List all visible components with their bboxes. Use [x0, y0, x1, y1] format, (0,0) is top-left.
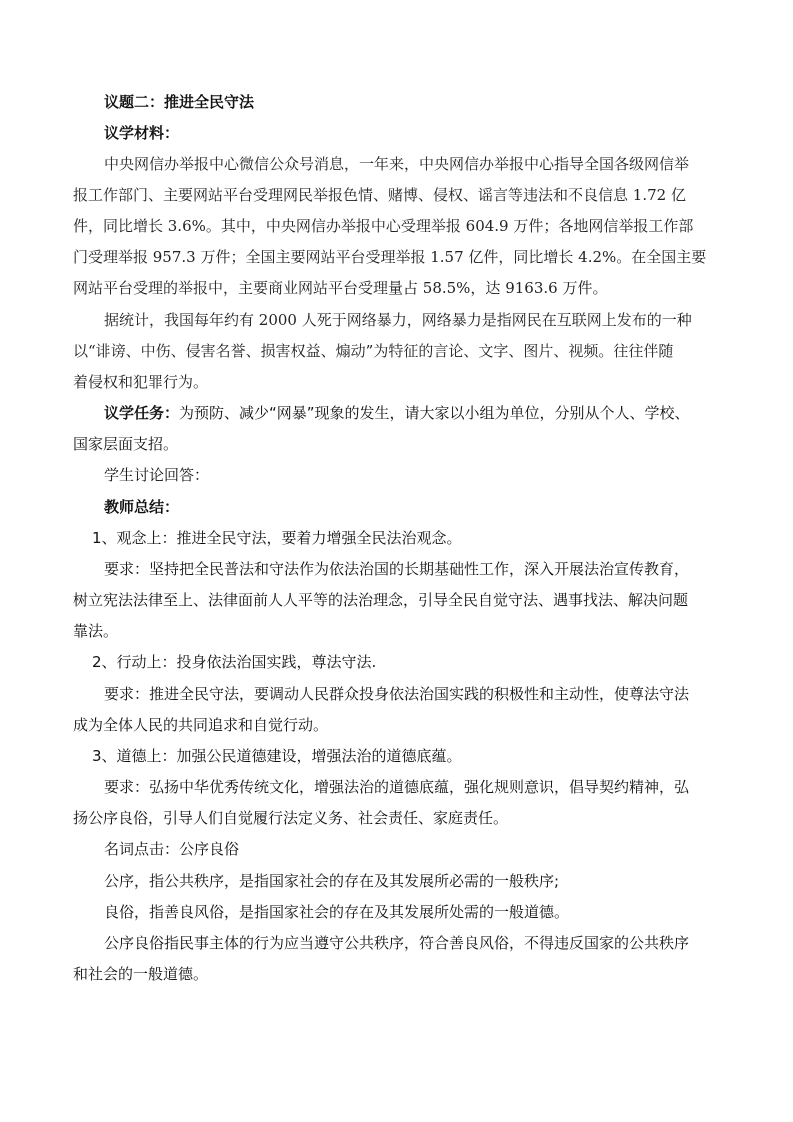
task-line: [104, 403, 690, 423]
summary-point-3: 3、道德上：加强公民道德建设，增强法治的道德底蕴。: [92, 747, 462, 765]
discussion-prompt: 学生讨论回答：: [104, 466, 210, 484]
paragraph-line: 以“诽谤、中伤、侵害名誉、损害权益、煽动”为特征的言论、文字、图片、视频。往往伴随: [73, 342, 674, 360]
task-label: 议学任务：: [104, 404, 180, 422]
paragraph-line: 网站平台受理的举报中，主要商业网站平台受理量占 58.5%，达 9163.6 万件。: [73, 279, 608, 297]
material-label: 议学材料：: [104, 124, 180, 142]
paragraph-line: 据统计，我国每年约有 2000 人死于网络暴力，网络暴力是指网民在互联网上发布的一种: [104, 311, 692, 329]
paragraph-line: 要求：弘扬中华优秀传统文化，增强法治的道德底蕴，强化规则意识，倡导契约精神，弘: [104, 778, 690, 796]
paragraph-line: 中央网信办举报中心微信公众号消息，一年来，中央网信办举报中心指导全国各级网信举: [104, 155, 690, 173]
paragraph-line: 成为全体人民的共同追求和自觉行动。: [73, 716, 329, 734]
summary-label: 教师总结：: [104, 498, 180, 516]
term-definition-1: 公序，指公共秩序，是指国家社会的存在及其发展所必需的一般秩序;: [104, 872, 560, 890]
topic-title: 议题二：推进全民守法: [104, 93, 255, 111]
term-definition-2: 良俗，指善良风俗，是指国家社会的存在及其发展所处需的一般道德。: [104, 903, 570, 921]
paragraph-line: 着侵权和犯罪行为。: [73, 373, 209, 391]
paragraph-line: 扬公序良俗，引导人们自觉履行法定义务、社会责任、家庭责任。: [73, 809, 509, 827]
summary-point-1: 1、观念上：推进全民守法，要着力增强全民法治观念。: [92, 529, 462, 547]
paragraph-line: 门受理举报 957.3 万件；全国主要网站平台受理举报 1.57 亿件，同比增长 4.2%。在全国主要: [73, 248, 707, 266]
task-line: 国家层面支招。: [73, 435, 179, 453]
paragraph-line: 树立宪法法律至上、法律面前人人平等的法治理念，引导全民自觉守法、遇事找法、解决问题: [73, 591, 689, 609]
paragraph-line: 和社会的一般道德。: [73, 965, 209, 983]
paragraph-line: 要求：坚持把全民普法和守法作为依法治国的长期基础性工作，深入开展法治宣传教育，: [104, 560, 690, 578]
paragraph-line: 公序良俗指民事主体的行为应当遵守公共秩序，符合善良风俗，不得违反国家的公共秩序: [104, 934, 690, 952]
summary-point-2: 2、行动上：投身依法治国实践，尊法守法.: [92, 653, 377, 671]
term-title: 名词点击：公序良俗: [104, 840, 240, 858]
task-text: 为预防、减少“网暴”现象的发生，请大家以小组为单位，分别从个人、学校、: [179, 404, 690, 422]
paragraph-line: 靠法。: [73, 622, 119, 640]
paragraph-line: 报工作部门、主要网站平台受理网民举报色情、赌博、侵权、谣言等违法和不良信息 1.72 亿: [73, 186, 686, 204]
paragraph-line: 要求：推进全民守法，要调动人民群众投身依法治国实践的积极性和主动性，使尊法守法: [104, 685, 690, 703]
paragraph-line: 件，同比增长 3.6%。其中，中央网信办举报中心受理举报 604.9 万件；各地网信举报工作部: [73, 217, 694, 235]
